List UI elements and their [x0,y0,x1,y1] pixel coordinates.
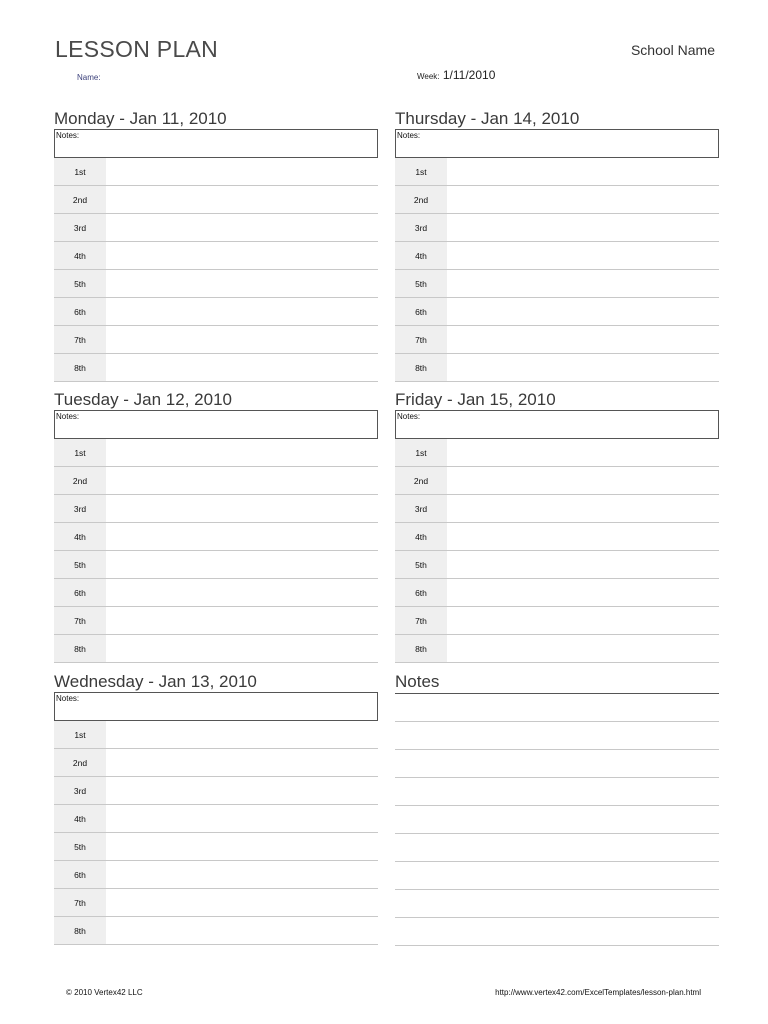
notes-label: Notes: [397,412,421,421]
day-thursday [395,109,719,382]
period-row [54,889,378,917]
period-label: 7th [395,326,447,353]
period-row [54,777,378,805]
period-entry[interactable] [447,579,719,606]
period-entry[interactable] [447,298,719,325]
period-row [54,158,378,186]
period-entry[interactable] [106,635,378,662]
period-label: 8th [54,635,106,662]
period-label: 2nd [54,467,106,494]
period-row [54,242,378,270]
period-row [54,270,378,298]
period-entry[interactable] [447,551,719,578]
period-row [395,242,719,270]
notes-panel [395,672,719,946]
day-title: Tuesday - Jan 12, 2010 [54,390,232,409]
period-entry[interactable] [106,467,378,494]
period-label: 1st [395,439,447,466]
day-notes-box[interactable] [54,692,378,721]
page-title: LESSON PLAN [55,36,219,62]
period-row [395,214,719,242]
day-monday [54,109,378,382]
period-entry[interactable] [447,523,719,550]
period-row [54,721,378,749]
period-label: 3rd [54,495,106,522]
period-label: 3rd [395,214,447,241]
day-title: Wednesday - Jan 13, 2010 [54,672,257,691]
notes-line[interactable] [395,862,719,890]
period-entry[interactable] [106,158,378,185]
period-label: 7th [54,326,106,353]
period-entry[interactable] [447,186,719,213]
day-wednesday [54,672,378,945]
period-label: 4th [395,523,447,550]
period-list [395,439,719,663]
period-row [54,439,378,467]
period-row [395,270,719,298]
period-entry[interactable] [106,861,378,888]
period-entry[interactable] [447,242,719,269]
period-row [395,551,719,579]
period-label: 6th [54,298,106,325]
notes-label: Notes: [56,412,80,421]
period-row [54,354,378,382]
period-label: 5th [395,270,447,297]
footer-copyright: © 2010 Vertex42 LLC [66,988,143,997]
period-entry[interactable] [447,467,719,494]
notes-label: Notes: [397,131,421,140]
day-notes-box[interactable] [395,410,719,439]
notes-label: Notes: [56,131,80,140]
period-row [54,467,378,495]
week-value: 1/11/2010 [442,68,496,82]
day-notes-box[interactable] [54,129,378,158]
period-label: 1st [395,158,447,185]
period-label: 4th [54,242,106,269]
period-entry[interactable] [106,354,378,381]
period-label: 3rd [54,777,106,804]
period-label: 5th [54,551,106,578]
period-row [395,298,719,326]
period-entry[interactable] [106,186,378,213]
period-label: 3rd [395,495,447,522]
notes-panel-title: Notes [395,672,719,694]
period-row [54,833,378,861]
period-row [395,158,719,186]
period-entry[interactable] [447,354,719,381]
period-label: 7th [395,607,447,634]
period-list [54,721,378,945]
period-list [54,439,378,663]
period-row [54,805,378,833]
period-row [395,579,719,607]
period-entry[interactable] [447,635,719,662]
notes-line[interactable] [395,722,719,750]
period-entry[interactable] [447,326,719,353]
period-entry[interactable] [106,298,378,325]
day-notes-box[interactable] [395,129,719,158]
period-label: 2nd [54,749,106,776]
period-row [54,749,378,777]
period-row [54,635,378,663]
period-entry[interactable] [447,495,719,522]
period-row [54,861,378,889]
period-label: 4th [54,805,106,832]
period-row [395,186,719,214]
period-label: 2nd [395,186,447,213]
period-entry[interactable] [106,607,378,634]
period-label: 7th [54,607,106,634]
period-entry[interactable] [106,579,378,606]
period-row [54,607,378,635]
notes-line[interactable] [395,918,719,946]
notes-label: Notes: [56,694,80,703]
notes-line[interactable] [395,890,719,918]
day-title: Friday - Jan 15, 2010 [395,390,556,409]
period-entry[interactable] [106,833,378,860]
period-row [54,495,378,523]
period-label: 5th [54,833,106,860]
period-entry[interactable] [106,214,378,241]
period-row [395,439,719,467]
notes-line[interactable] [395,834,719,862]
period-label: 8th [395,635,447,662]
period-row [54,326,378,354]
week-field [417,68,495,82]
school-name: School Name [630,42,715,58]
period-label: 1st [54,158,106,185]
period-label: 8th [395,354,447,381]
period-entry[interactable] [106,721,378,748]
period-entry[interactable] [447,158,719,185]
period-label: 7th [54,889,106,916]
period-label: 5th [395,551,447,578]
period-row [54,214,378,242]
period-list [395,158,719,382]
period-entry[interactable] [106,551,378,578]
period-row [54,917,378,945]
period-label: 3rd [54,214,106,241]
period-entry[interactable] [106,523,378,550]
day-tuesday [54,390,378,663]
period-row [395,523,719,551]
period-row [54,579,378,607]
period-row [54,186,378,214]
period-entry[interactable] [106,270,378,297]
period-row [54,523,378,551]
day-notes-box[interactable] [54,410,378,439]
period-entry[interactable] [106,439,378,466]
day-title: Monday - Jan 11, 2010 [54,109,227,128]
period-entry[interactable] [106,326,378,353]
notes-lines [395,694,719,946]
period-row [395,607,719,635]
period-entry[interactable] [447,607,719,634]
period-entry[interactable] [447,270,719,297]
period-label: 1st [54,721,106,748]
period-label: 6th [395,579,447,606]
period-entry[interactable] [106,917,378,944]
period-label: 1st [54,439,106,466]
period-entry[interactable] [447,214,719,241]
day-title: Thursday - Jan 14, 2010 [395,109,580,128]
period-row [395,495,719,523]
period-list [54,158,378,382]
period-row [395,635,719,663]
name-label: Name: [77,73,101,82]
period-row [395,354,719,382]
period-label: 6th [54,861,106,888]
period-entry[interactable] [106,889,378,916]
period-entry[interactable] [106,805,378,832]
period-row [54,298,378,326]
notes-line[interactable] [395,750,719,778]
day-friday [395,390,719,663]
period-row [395,326,719,354]
notes-line[interactable] [395,778,719,806]
period-label: 5th [54,270,106,297]
period-label: 8th [54,917,106,944]
period-label: 8th [54,354,106,381]
period-label: 2nd [54,186,106,213]
period-entry[interactable] [447,439,719,466]
period-label: 2nd [395,467,447,494]
notes-line[interactable] [395,806,719,834]
period-label: 6th [54,579,106,606]
period-label: 4th [395,242,447,269]
footer-url[interactable]: http://www.vertex42.com/ExcelTemplates/lesson-plan.html [495,988,701,997]
notes-line[interactable] [395,694,719,722]
period-entry[interactable] [106,749,378,776]
period-row [395,467,719,495]
period-label: 4th [54,523,106,550]
week-label: Week: [417,72,440,81]
period-entry[interactable] [106,242,378,269]
period-label: 6th [395,298,447,325]
period-row [54,551,378,579]
period-entry[interactable] [106,495,378,522]
period-entry[interactable] [106,777,378,804]
